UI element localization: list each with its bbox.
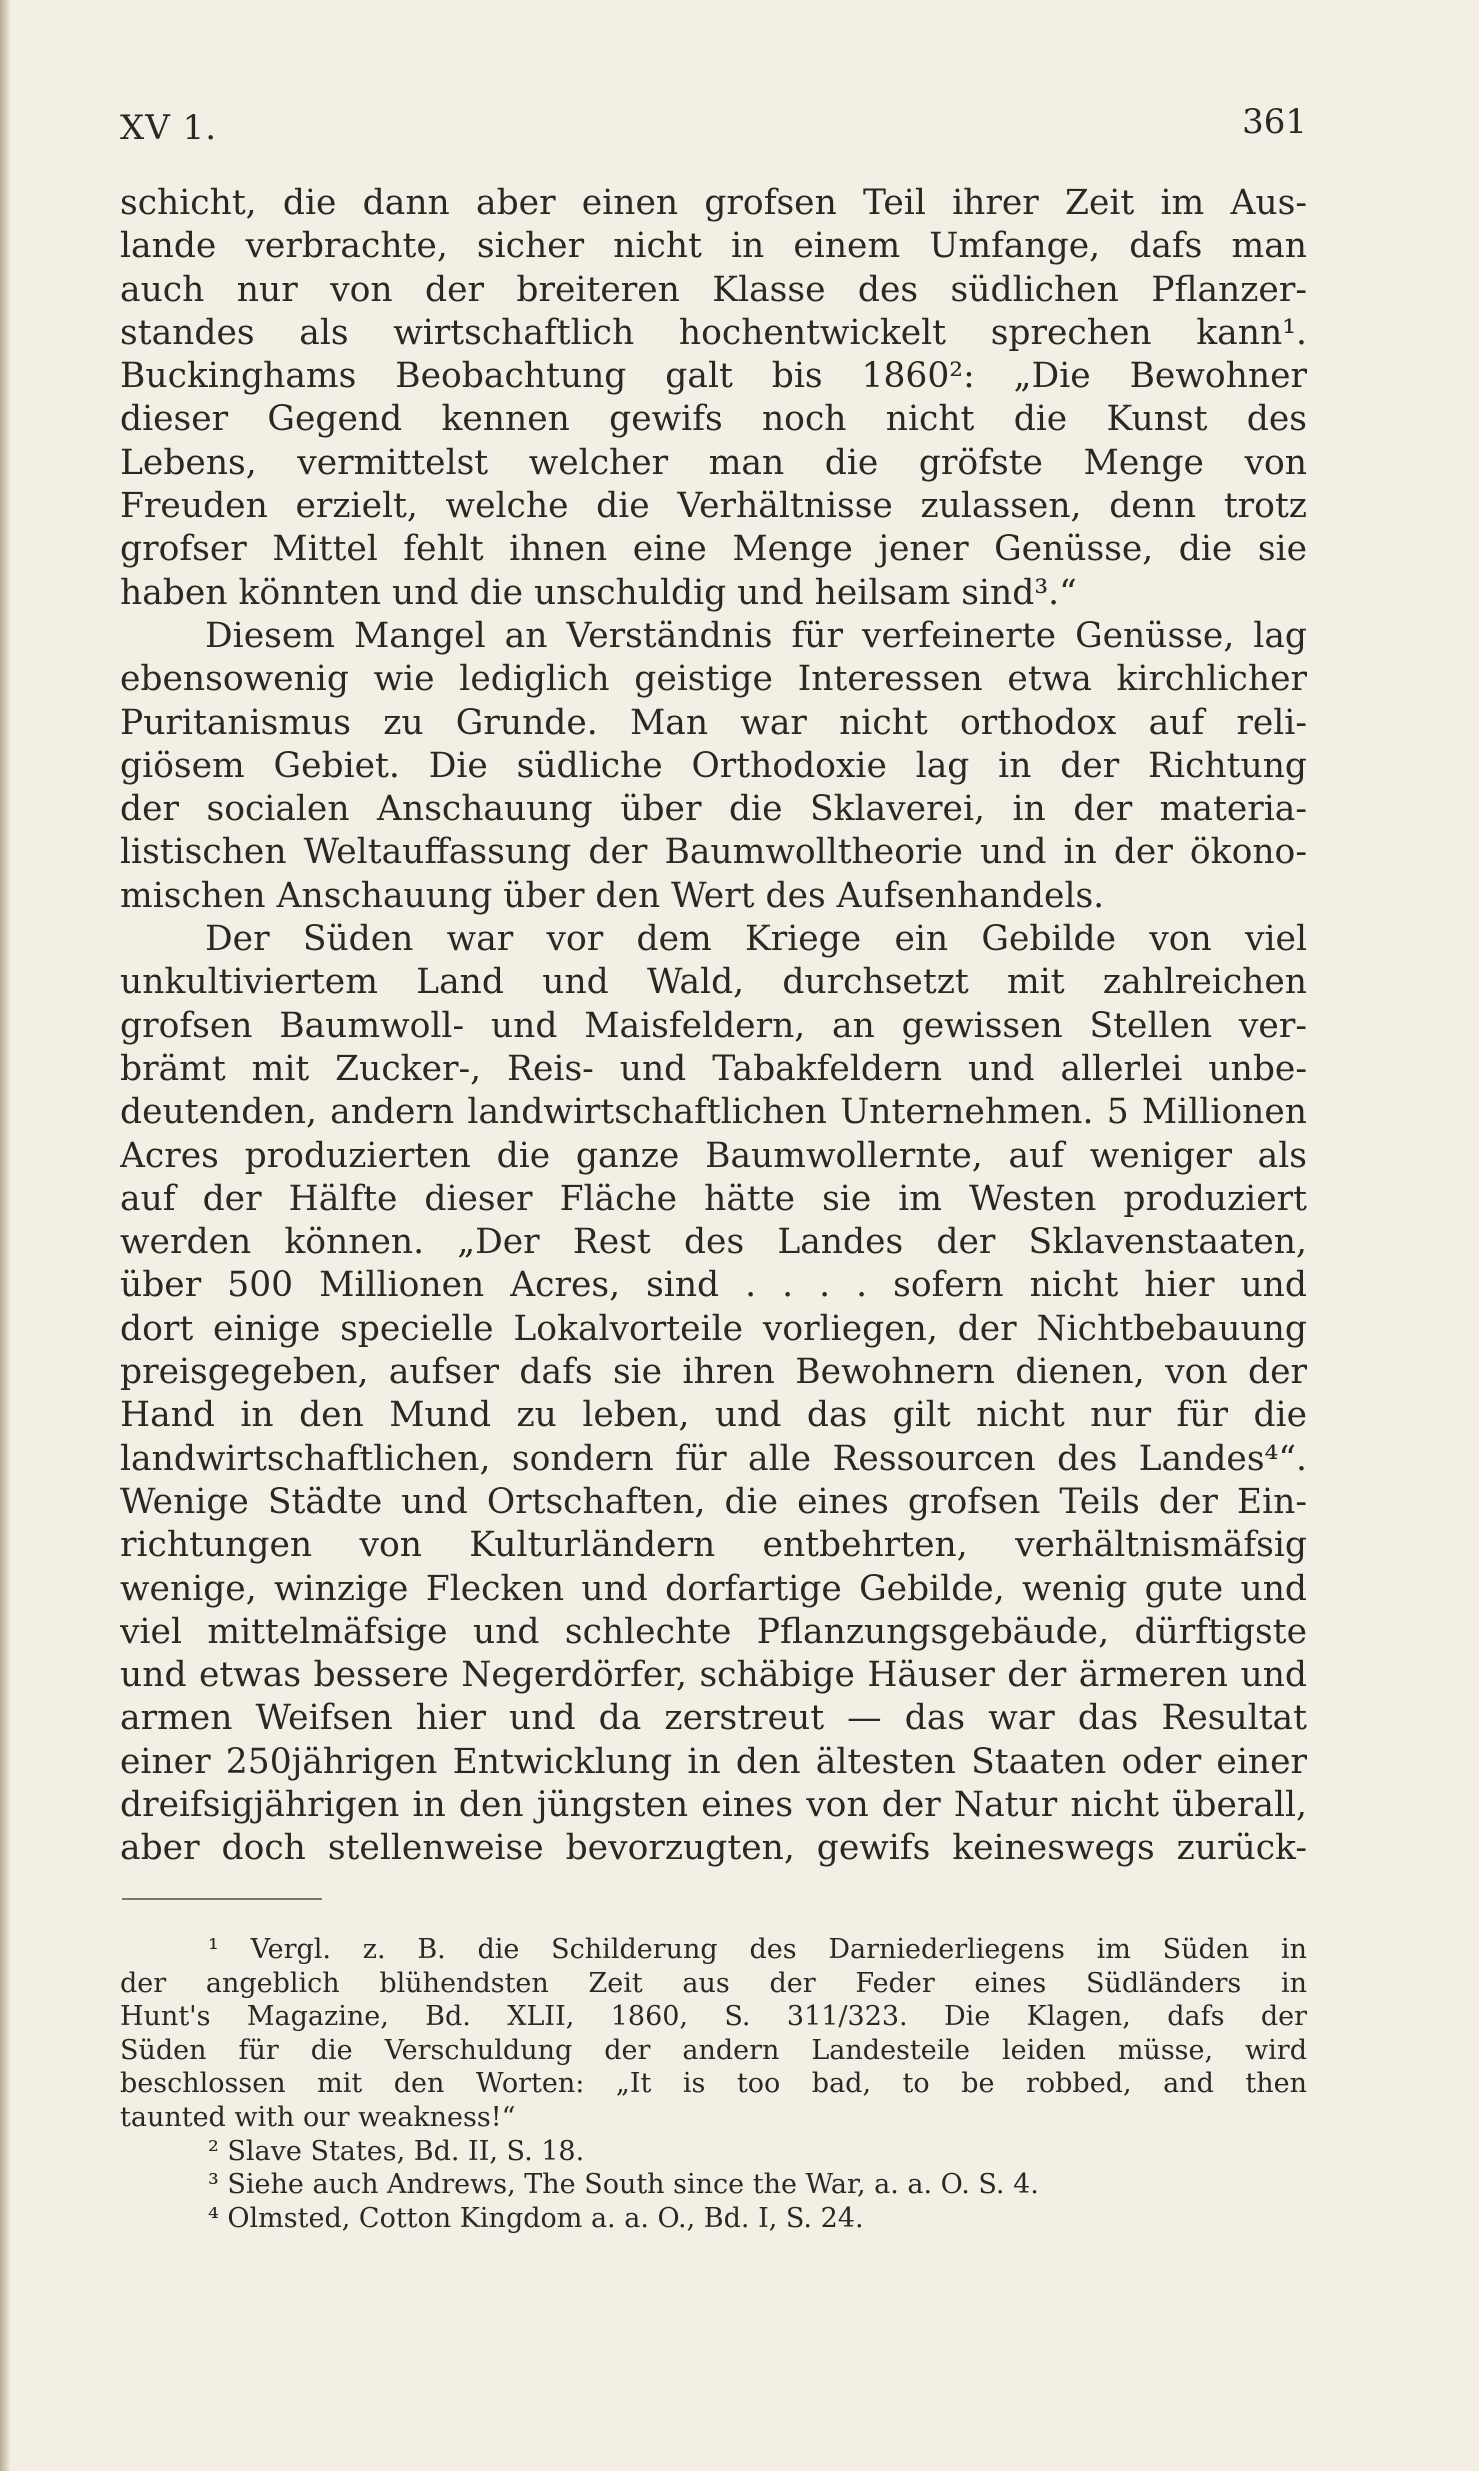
text-line: mischen Anschauung über den Wert des Aufsenhandels. — [120, 875, 1105, 916]
text-line: Hand in den Mund zu leben, und das gilt nicht nur für die — [120, 1395, 1307, 1436]
text-line: standes als wirtschaftlich hochentwickelt sprechen kann¹. — [120, 312, 1307, 353]
footnote-line: beschlossen mit den Worten: „It is too bad, to be robbed, and then — [120, 2068, 1307, 2100]
text-line: Acres produzierten die ganze Baumwollernte, auf weniger als — [120, 1135, 1307, 1176]
text-line: Lebens, vermittelst welcher man die gröfste Menge von — [120, 442, 1307, 483]
text-line: grofsen Baumwoll- und Maisfeldern, an gewissen Stellen ver- — [120, 1005, 1307, 1046]
footnote-line: taunted with our weakness!“ — [120, 2101, 516, 2133]
footnote-line: ³ Siehe auch Andrews, The South since the War, a. a. O. S. 4. — [208, 2169, 1039, 2201]
text-line: auf der Hälfte dieser Fläche hätte sie im Westen produziert — [120, 1178, 1307, 1219]
running-header — [120, 100, 1307, 150]
text-line: wenige, winzige Flecken und dorfartige Gebilde, wenig gute und — [120, 1568, 1307, 1609]
text-line: preisgegeben, aufser dafs sie ihren Bewohnern dienen, von der — [120, 1352, 1307, 1393]
footnote-line: ¹ Vergl. z. B. die Schilderung des Darniederliegens im Süden in — [208, 1934, 1307, 1965]
text-line: viel mittelmäfsige und schlechte Pflanzungsgebäude, dürftigste — [120, 1611, 1307, 1652]
text-line: brämt mit Zucker-, Reis- und Tabakfeldern und allerlei unbe- — [120, 1048, 1307, 1089]
page-number: 361 — [1242, 102, 1307, 142]
text-line: richtungen von Kulturländern entbehrten, verhältnismäfsig — [120, 1525, 1307, 1566]
text-line: grofser Mittel fehlt ihnen eine Menge jener Genüsse, die sie — [120, 529, 1307, 570]
text-line: über 500 Millionen Acres, sind . . . . sofern nicht hier und — [120, 1265, 1307, 1306]
footnote-line: der angeblich blühendsten Zeit aus der Feder eines Südländers in — [120, 1967, 1307, 1999]
text-line: auch nur von der breiteren Klasse des südlichen Pflanzer- — [120, 269, 1307, 310]
text-line: Wenige Städte und Ortschaften, die eines grofsen Teils der Ein- — [120, 1481, 1307, 1522]
text-line: schicht, die dann aber einen grofsen Teil ihrer Zeit im Aus- — [120, 183, 1307, 223]
text-line: dreifsigjährigen in den jüngsten eines von der Natur nicht überall, — [120, 1784, 1307, 1825]
text-line: listischen Weltauffassung der Baumwolltheorie und in der ökono- — [120, 832, 1307, 873]
text-line: armen Weifsen hier und da zerstreut — das war das Resultat — [120, 1698, 1307, 1739]
footnote-line: ⁴ Olmsted, Cotton Kingdom a. a. O., Bd. I, S. 24. — [208, 2202, 864, 2234]
text-line: haben könnten und die unschuldig und heilsam sind³.“ — [120, 572, 1077, 613]
footnote-line: ² Slave States, Bd. II, S. 18. — [208, 2135, 585, 2167]
text-line: dort einige specielle Lokalvorteile vorliegen, der Nichtbebauung — [120, 1308, 1307, 1349]
text-line: einer 250jährigen Entwicklung in den ältesten Staaten oder einer — [120, 1741, 1307, 1782]
text-line: Diesem Mangel an Verständnis für verfeinerte Genüsse, lag — [205, 615, 1307, 656]
page-edge-shadow — [0, 0, 10, 2471]
text-line: lande verbrachte, sicher nicht in einem Umfange, dafs man — [120, 226, 1307, 267]
main-text — [120, 182, 1307, 1871]
text-line: giösem Gebiet. Die südliche Orthodoxie lag in der Richtung — [120, 745, 1307, 786]
text-line: Puritanismus zu Grunde. Man war nicht orthodox auf reli- — [120, 702, 1307, 743]
text-line: werden können. „Der Rest des Landes der Sklavenstaaten, — [120, 1222, 1307, 1263]
text-line: ebensowenig wie lediglich geistige Interessen etwa kirchlicher — [120, 659, 1307, 700]
text-line: der socialen Anschauung über die Sklaverei, in der materia- — [120, 789, 1307, 830]
text-line: aber doch stellenweise bevorzugten, gewifs keineswegs zurück- — [120, 1828, 1307, 1869]
text-line: deutenden, andern landwirtschaftlichen Unternehmen. 5 Millionen — [120, 1092, 1307, 1133]
text-line: Freuden erzielt, welche die Verhältnisse zulassen, denn trotz — [120, 486, 1307, 527]
text-line: dieser Gegend kennen gewifs noch nicht die Kunst des — [120, 399, 1307, 440]
text-line: Der Süden war vor dem Kriege ein Gebilde von viel — [205, 919, 1307, 960]
text-line: Buckinghams Beobachtung galt bis 1860²: „Die Bewohner — [120, 356, 1307, 397]
text-line: und etwas bessere Negerdörfer, schäbige Häuser der ärmeren und — [120, 1655, 1307, 1696]
footnote-line: Süden für die Verschuldung der andern Landesteile leiden müsse, wird — [120, 2034, 1307, 2066]
footnote-divider — [122, 1898, 322, 1900]
footnote-line: Hunt's Magazine, Bd. XLII, 1860, S. 311/323. Die Klagen, dafs der — [120, 2001, 1307, 2033]
text-line: unkultiviertem Land und Wald, durchsetzt mit zahlreichen — [120, 962, 1307, 1003]
chapter-label: XV 1. — [120, 108, 218, 148]
footnotes — [120, 1933, 1307, 2235]
text-line: landwirtschaftlichen, sondern für alle Ressourcen des Landes⁴“. — [120, 1438, 1307, 1479]
